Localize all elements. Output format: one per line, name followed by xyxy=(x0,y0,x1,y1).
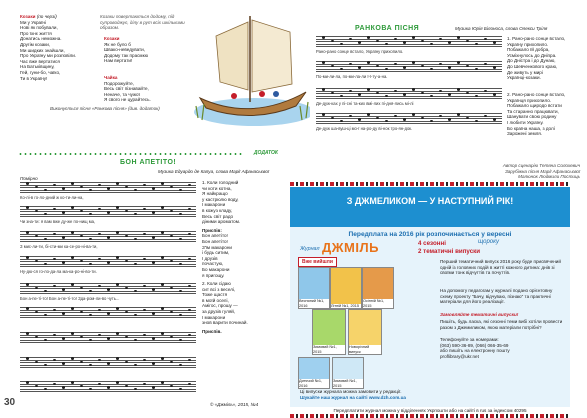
notehead-icon xyxy=(35,361,38,363)
chorus-label: Приспів. xyxy=(202,328,222,334)
notehead-icon xyxy=(62,288,65,290)
notehead-icon xyxy=(367,88,370,90)
ad-contacts: Телефонуйте за номерами: (063) 590-36-89, (066) 066-35-69 або пишіть на електронну пошту proflibrary@ukr.net xyxy=(440,337,510,359)
notehead-icon xyxy=(62,261,65,263)
notehead-icon xyxy=(107,337,110,339)
notehead-icon xyxy=(412,61,415,63)
notehead-icon xyxy=(161,206,164,208)
notehead-icon xyxy=(116,283,119,285)
notehead-icon xyxy=(376,92,379,94)
notehead-icon xyxy=(152,337,155,339)
notehead-icon xyxy=(421,117,424,119)
notehead-icon xyxy=(161,332,164,334)
cossack-figure xyxy=(273,91,279,97)
notehead-icon xyxy=(152,187,155,189)
notehead-icon xyxy=(403,93,406,95)
notehead-icon xyxy=(322,88,325,90)
notehead-icon xyxy=(71,206,74,208)
music-staff xyxy=(20,307,196,319)
notehead-icon xyxy=(116,206,119,208)
journal-word: Журнал xyxy=(300,246,320,252)
dialogue-text: Як не було б Швако-неведувати, Додому так прасмкю Нам вертати! xyxy=(104,41,149,64)
notehead-icon xyxy=(71,307,74,309)
ad-footer: Передплатити журнал можна у відділеннях Укрпошти або на сайті в rus за індексом 40295 xyxy=(333,408,527,413)
music-staff xyxy=(20,206,196,218)
notehead-icon xyxy=(331,92,334,94)
notehead-icon xyxy=(152,362,155,364)
notehead-icon xyxy=(412,36,415,38)
notehead-icon xyxy=(107,187,110,189)
ad-body-3: Пишіть, будь ласка, які сезонні теми вибі хотіли провести разом з Джемиликом, якою матеріали потрібні? xyxy=(440,319,563,330)
music-staff xyxy=(316,36,502,48)
notehead-icon xyxy=(116,231,119,233)
notehead-icon xyxy=(35,336,38,338)
notehead-icon xyxy=(80,336,83,338)
notehead-icon xyxy=(26,256,29,258)
journal-logo: ДЖМІЛЬ xyxy=(322,240,379,255)
notehead-icon xyxy=(26,283,29,285)
dialogue-text: Подорожуйте, Весь світ пізнавайте, Неначе, та чужої Я свого не цурайтесь. xyxy=(104,80,151,103)
notehead-icon xyxy=(35,260,38,262)
music-staff xyxy=(20,332,196,344)
notehead-icon xyxy=(71,332,74,334)
cover-label: Дитячий №1, 2016 xyxy=(299,379,329,388)
notehead-icon xyxy=(170,260,173,262)
notehead-icon xyxy=(35,287,38,289)
tempo-mark: Помірно xyxy=(20,176,38,181)
notehead-icon xyxy=(421,40,424,42)
notehead-icon xyxy=(62,362,65,364)
ad-note-site: Шукайте наш журнал на сайті www.dzh.com.ua xyxy=(300,395,406,400)
cover-label: Зимовий №1, 2015 xyxy=(333,379,363,388)
ad-headline: З ДЖМЕЛИКОМ — У НАСТУПНИЙ РІК! xyxy=(346,196,514,206)
notehead-icon xyxy=(26,231,29,233)
staff-lyrics: Ну-дю-ся го-ло-да-ла ма-ка-ро-ні-во-ти. xyxy=(20,269,97,274)
notehead-icon xyxy=(62,312,65,314)
notehead-icon xyxy=(170,311,173,313)
ad-body-1: Перший тематичний випуск 2016 року буде присвячений одній із головних подій в житті кожного дитина: днів зі своїми тонк відчуттів та почуттів. xyxy=(440,259,561,276)
music-staff xyxy=(20,283,196,295)
notehead-icon xyxy=(421,65,424,67)
notehead-icon xyxy=(116,357,119,359)
notehead-icon xyxy=(331,65,334,67)
notehead-icon xyxy=(62,386,65,388)
ad-header xyxy=(290,187,570,227)
stage-note: (по черзі) xyxy=(36,14,57,19)
notehead-icon xyxy=(152,236,155,238)
already-out-badge: Вже вийшли xyxy=(298,257,337,267)
notehead-icon xyxy=(107,236,110,238)
notehead-icon xyxy=(457,61,460,63)
notehead-icon xyxy=(80,260,83,262)
notehead-icon xyxy=(466,92,469,94)
notehead-icon xyxy=(107,386,110,388)
notehead-icon xyxy=(161,357,164,359)
notehead-icon xyxy=(457,88,460,90)
staff-lyrics: Ко-лі-в го-ло-дний ж ко-ти-ли-на, xyxy=(20,195,84,200)
notehead-icon xyxy=(125,311,128,313)
notehead-icon xyxy=(26,206,29,208)
notehead-icon xyxy=(466,40,469,42)
dialogue-block-3 xyxy=(104,75,194,103)
song-verse: 1. Рано-рано сонце встало, Україну прихопило. Побажало їй добра, Усміхнулось до Дніпра. До Дністра і до Дунаю, До Шевченкового краю, Де живуть у мирі Українці-козаки. xyxy=(507,36,566,81)
page-number: 30 xyxy=(4,397,16,408)
music-staff xyxy=(316,113,502,125)
notehead-icon xyxy=(80,235,83,237)
magazine-cover[interactable] xyxy=(330,267,362,309)
song-footnote: Автор сценарію Тетяна Солохевич Зарубіжна пісня Марії Афанасьєвої Малюнок Людмили Постиць xyxy=(502,163,580,180)
notehead-icon xyxy=(170,385,173,387)
notehead-icon xyxy=(80,210,83,212)
boat-sail xyxy=(252,20,292,92)
frequency-label: щороку xyxy=(478,239,499,245)
notehead-icon xyxy=(26,381,29,383)
notehead-icon xyxy=(412,88,415,90)
editions-thematic: 2 тематичні випуски xyxy=(418,248,481,255)
song-title: РАНКОВА ПІСНЯ xyxy=(355,25,420,32)
appendix-label: ДОДАТОК xyxy=(253,150,278,156)
notehead-icon xyxy=(421,92,424,94)
music-staff xyxy=(316,61,502,73)
notehead-icon xyxy=(152,211,155,213)
cover-label: Зимовий №1, 2015 xyxy=(313,345,345,354)
notehead-icon xyxy=(493,118,496,120)
notehead-icon xyxy=(125,186,128,188)
notehead-icon xyxy=(35,186,38,188)
staff-lyrics: Рано-рано сонце встало, Україну прихопило. xyxy=(316,49,404,54)
song-verses xyxy=(202,180,282,334)
notehead-icon xyxy=(331,40,334,42)
notehead-icon xyxy=(80,361,83,363)
notehead-icon xyxy=(376,117,379,119)
song-verse: 1. Коли голодний чи коти котна, Я найкращо у кастрюлю воду, І макарони в кожуз кладу, Весь світ радо діними ароматом. xyxy=(202,180,241,225)
notehead-icon xyxy=(80,311,83,313)
notehead-icon xyxy=(170,361,173,363)
notehead-icon xyxy=(35,235,38,237)
notehead-icon xyxy=(71,231,74,233)
notehead-icon xyxy=(152,312,155,314)
ornament-border xyxy=(290,182,570,186)
notehead-icon xyxy=(125,287,128,289)
music-staff xyxy=(316,88,502,100)
music-staff xyxy=(20,182,196,194)
magazine-cover[interactable] xyxy=(348,309,382,355)
notehead-icon xyxy=(35,311,38,313)
ad-body-2: На допомогу педагогам у журналі подано орієнтовну схему проекту "Бачу, відчуваю, пізнаю" та практичні матеріали для його реалізації. xyxy=(440,288,553,305)
notehead-icon xyxy=(116,307,119,309)
notehead-icon xyxy=(107,312,110,314)
notehead-icon xyxy=(152,288,155,290)
cover-label: Осінній №1, 2015 xyxy=(363,299,393,308)
notehead-icon xyxy=(170,336,173,338)
notehead-icon xyxy=(466,65,469,67)
notehead-icon xyxy=(170,287,173,289)
cover-label: Новорічний випуск xyxy=(349,345,381,354)
notehead-icon xyxy=(107,362,110,364)
notehead-icon xyxy=(62,337,65,339)
staff-lyrics: По-ми-ли-ла, по-ми-ла-ли ї-ї-ту-а-на. xyxy=(316,74,388,79)
notehead-icon xyxy=(71,283,74,285)
notehead-icon xyxy=(80,385,83,387)
notehead-icon xyxy=(170,210,173,212)
magazine-cover[interactable] xyxy=(298,267,330,309)
notehead-icon xyxy=(26,357,29,359)
staff-lyrics: Бон а-пе-ті-то! Бон а-пе-ті-то! Зда-ром-ли-во чуть... xyxy=(20,296,120,301)
notehead-icon xyxy=(152,261,155,263)
stage-direction: Козаки повертаються додому, під супроводжує, ділу в рут всіх шкількими образом. xyxy=(100,14,185,31)
notehead-icon xyxy=(116,381,119,383)
music-staff xyxy=(20,256,196,268)
notehead-icon xyxy=(448,66,451,68)
magazine-cover[interactable] xyxy=(312,309,346,355)
notehead-icon xyxy=(448,118,451,120)
notehead-icon xyxy=(62,211,65,213)
magazine-cover[interactable] xyxy=(298,357,330,389)
dotted-rule xyxy=(18,153,244,155)
notehead-icon xyxy=(152,386,155,388)
notehead-icon xyxy=(125,361,128,363)
notehead-icon xyxy=(170,186,173,188)
notehead-icon xyxy=(62,236,65,238)
footer-credit: © «Джміль», 2015, №4 xyxy=(210,402,259,407)
music-staff xyxy=(20,357,196,369)
cover-label: Літній №1, 2015 xyxy=(331,304,361,308)
notehead-icon xyxy=(80,287,83,289)
notehead-icon xyxy=(358,93,361,95)
music-staff xyxy=(20,231,196,243)
notehead-icon xyxy=(161,283,164,285)
notehead-icon xyxy=(358,118,361,120)
ad-subhead: Передплата на 2016 рік розпочинається у вересні xyxy=(348,231,512,238)
notehead-icon xyxy=(35,385,38,387)
notehead-icon xyxy=(71,381,74,383)
song-verse: 2. Коли сідаю сит всі з веселі, Тоже щастя в моїй оселі, Амігос, прошу — за друзів гуляй, І макарони знов варити починай. xyxy=(202,281,248,326)
notehead-icon xyxy=(170,235,173,237)
notehead-icon xyxy=(367,36,370,38)
notehead-icon xyxy=(367,113,370,115)
speaker-name: Чайка xyxy=(104,75,118,80)
notehead-icon xyxy=(125,210,128,212)
order-label: Замовляйте тематичні випуски! xyxy=(440,312,519,317)
cover-label: Весняний №1, 2016 xyxy=(299,299,329,308)
notehead-icon xyxy=(161,381,164,383)
notehead-icon xyxy=(412,113,415,115)
notehead-icon xyxy=(331,117,334,119)
notehead-icon xyxy=(26,307,29,309)
notehead-icon xyxy=(457,113,460,115)
staff-lyrics: З мис-ли-ти, бі-сти-ми ка-се-ро-ні-ва-ти, xyxy=(20,244,98,249)
notehead-icon xyxy=(457,36,460,38)
notehead-icon xyxy=(322,113,325,115)
notehead-icon xyxy=(403,66,406,68)
notehead-icon xyxy=(26,332,29,334)
speaker-name: Козаки xyxy=(20,14,36,19)
notehead-icon xyxy=(107,288,110,290)
notehead-icon xyxy=(448,93,451,95)
notehead-icon xyxy=(125,260,128,262)
notehead-icon xyxy=(403,41,406,43)
subscription-ad xyxy=(290,187,570,407)
notehead-icon xyxy=(466,117,469,119)
speaker-name: Козаки xyxy=(104,36,120,41)
notehead-icon xyxy=(71,357,74,359)
cossack-figure xyxy=(231,93,237,99)
notehead-icon xyxy=(71,182,74,184)
ornament-border xyxy=(290,414,570,418)
song-verse: 2. Рано-рано сонце встало, Українця прихопило. Побажало щиродо встати Та старанно працювати, Шанувати свою родину І любити Україну. Бо країна наша, з долі Зарожені земля. xyxy=(507,92,566,137)
editions-seasonal: 4 сезонні xyxy=(418,240,446,247)
notehead-icon xyxy=(107,261,110,263)
magazine-cover[interactable] xyxy=(332,357,364,389)
notehead-icon xyxy=(376,65,379,67)
staff-lyrics: Де-дуж ша-вуш-ці мо-ї на-ро-ду ві-нок тро-ян-док. xyxy=(316,126,413,131)
notehead-icon xyxy=(125,385,128,387)
notehead-icon xyxy=(161,231,164,233)
staff-lyrics: Де-дуж-ках у пі-сні та-ких вмі-лих пі-дня-лись мі-лі xyxy=(316,101,414,106)
staff-lyrics: Чи зна-ти: я вам вже ду-же по-нищ ма, xyxy=(20,219,96,224)
notehead-icon xyxy=(125,235,128,237)
music-staff xyxy=(20,381,196,393)
boat-illustration xyxy=(192,2,310,130)
notehead-icon xyxy=(125,336,128,338)
notehead-icon xyxy=(322,61,325,63)
notehead-icon xyxy=(322,36,325,38)
song-caption: Виконується пісня «Ранкова пісня» (див. додаток) xyxy=(50,106,160,111)
notehead-icon xyxy=(116,256,119,258)
notehead-icon xyxy=(358,41,361,43)
appendix-divider xyxy=(18,150,278,158)
dialogue-block-2 xyxy=(104,36,184,64)
ad-note: Ці випуски журнала можна замовити у редакції. xyxy=(300,389,402,394)
notehead-icon xyxy=(448,41,451,43)
notehead-icon xyxy=(493,41,496,43)
notehead-icon xyxy=(493,93,496,95)
notehead-icon xyxy=(26,182,29,184)
song-title: БОН АПЕТІТО! xyxy=(120,159,177,166)
song-credits: Музика Юрія Білоноса, слова Олекси Тріля xyxy=(455,26,548,31)
notehead-icon xyxy=(493,66,496,68)
dialogue-text: Ми у Україні Нові як побували, Про їхнє життя Донатись неможна. Другім козаки, Ми шидких знайшли, Про Україну ми розповіли. Час вже вертатися На Батьківщину, Гей, гуни-бо, чаїко, Ти в Україну! xyxy=(20,19,77,81)
cossack-figure xyxy=(259,91,265,97)
magazine-cover[interactable] xyxy=(362,267,394,309)
notehead-icon xyxy=(107,211,110,213)
notehead-icon xyxy=(403,118,406,120)
notehead-icon xyxy=(116,332,119,334)
dialogue-block-1 xyxy=(20,14,100,81)
notehead-icon xyxy=(358,66,361,68)
notehead-icon xyxy=(161,307,164,309)
song-verse: Бон апетіто! Бон апетіто! З'їм макарони і будь ситим, І друзів почастую, Бо макарони я пригощу. xyxy=(202,233,232,278)
song-credits: Музика Едуардо де Капуа, слова Марії Афанасьєвої xyxy=(158,169,269,174)
notehead-icon xyxy=(376,40,379,42)
notehead-icon xyxy=(161,182,164,184)
notehead-icon xyxy=(35,210,38,212)
notehead-icon xyxy=(80,186,83,188)
notehead-icon xyxy=(367,61,370,63)
notehead-icon xyxy=(116,182,119,184)
notehead-icon xyxy=(71,256,74,258)
notehead-icon xyxy=(62,187,65,189)
boat-sail xyxy=(216,22,248,90)
notehead-icon xyxy=(161,256,164,258)
chorus-label: Приспів: xyxy=(202,227,222,233)
